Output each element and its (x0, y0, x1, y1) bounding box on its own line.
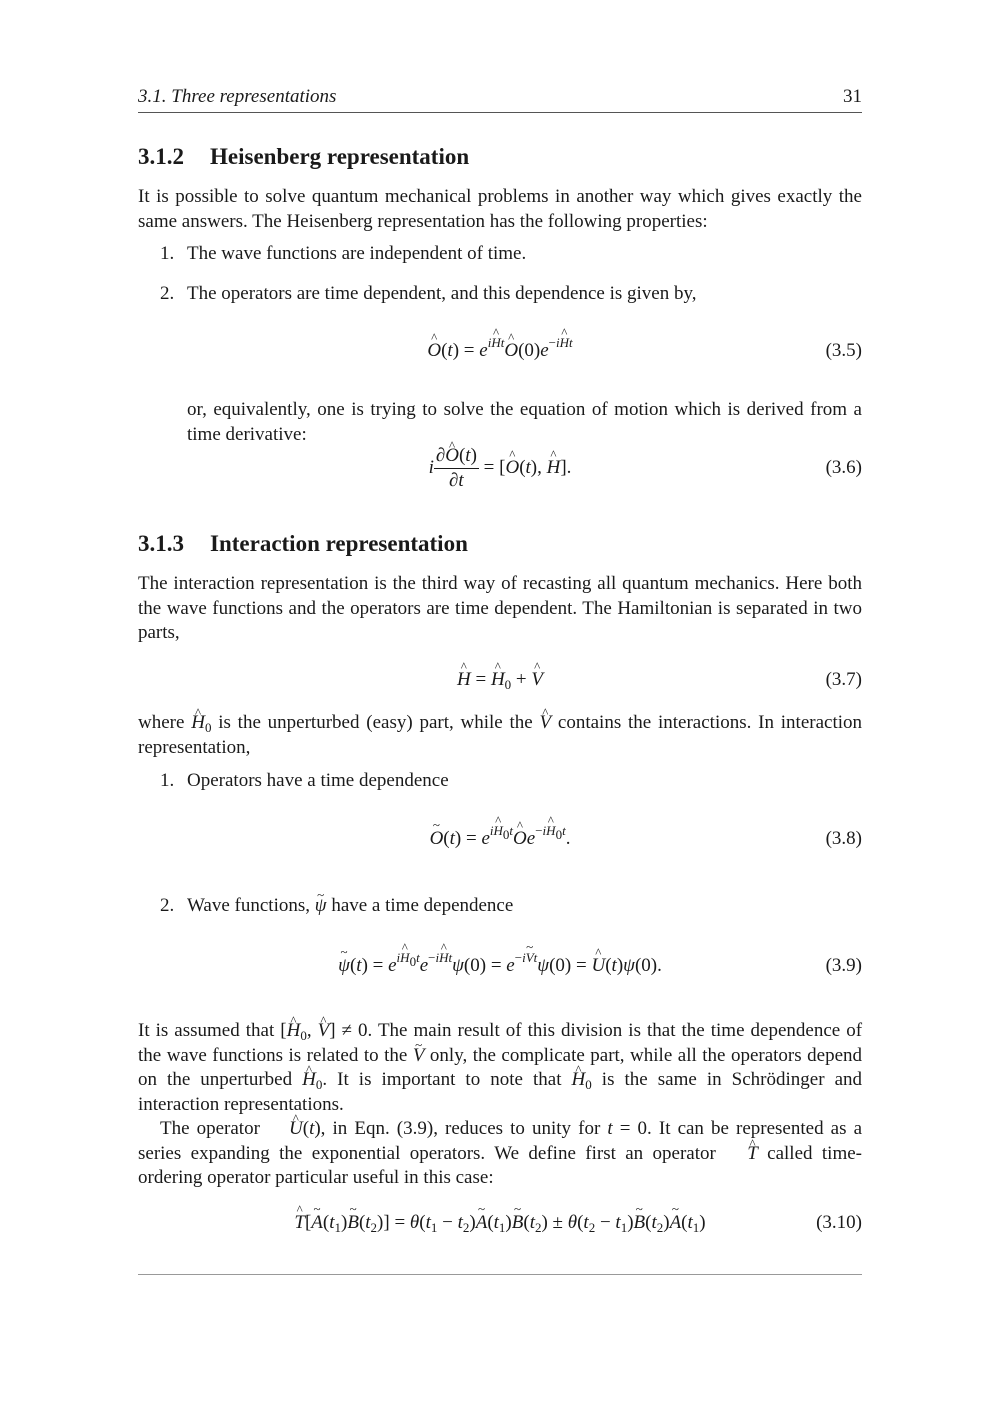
page-number: 31 (843, 86, 862, 107)
list-marker: 1. (160, 770, 175, 791)
equation-body: ψ ~(t) = $e^{iH_0t}e^{-iHt}\psi(0) = e^{-iVt}\psi(0) = U$ ^(t)ψ(0). (138, 955, 862, 977)
equation-body: O ~(t) = $e^{iH_0t}O$ $\^{}e^{-iH_0t}$. (138, 828, 862, 850)
section-title: Heisenberg representation (210, 144, 470, 169)
section-number: 3.1.3 (138, 531, 184, 556)
list-item-text: Wave functions, ψ ~ have a time dependence (187, 895, 513, 916)
equation-3-9 (138, 950, 862, 995)
section-title: Interaction representation (210, 531, 468, 556)
equation-number: (3.7) (825, 669, 862, 690)
running-header (138, 86, 862, 113)
list-item (160, 282, 862, 307)
section-heading-3-1-2 (138, 144, 469, 170)
paragraph-where: where H $\^{}_0$ is the unperturbed (easy) part, while the V ^ contains the interactions. In interaction representation, (138, 711, 862, 760)
paragraph-operator-u: The operator U ^(t), in Eqn. (3.9), reduces to unity for t = 0. It can be represented as a series expanding the exponential operators. We define first an operator T ^ called time-ordering operator particular useful in this case: (138, 1117, 862, 1191)
list-item-text: The operators are time dependent, and this dependence is given by, (187, 283, 697, 304)
equation-body: T ^[A $\sim(t_1)B$ $\sim(t_2)] = \theta(t_1 - t_2)A$ $\sim(t_1)B$ $\sim(t_2) \pm \theta(t_2 - t_1)B$ $\sim(t_2)A$ $\sim(t_1)$ (138, 1212, 862, 1234)
equation-number: (3.5) (825, 340, 862, 361)
section-heading-3-1-3 (138, 531, 468, 557)
paragraph-heisenberg-intro: It is possible to solve quantum mechanical problems in another way which gives exactly the same answers. The Heisenberg representation has the following properties: (138, 186, 862, 232)
equation-number: (3.9) (825, 955, 862, 976)
equation-body: i $\frac{\partial O \^{}(t)}{\partial t}$ = [O ^(t), H ^]. (138, 444, 862, 493)
equation-3-10 (138, 1212, 862, 1252)
list-item (160, 242, 862, 267)
paragraph-assumption: It is assumed that [H $\^{}_0$, V ^] ≠ 0. The main result of this division is that the time dependence of the wave functions is related to the V ~ only, the complicate part, while all the operators depend on the unperturbed H $\^{}_0$. It is important to note that H $\^{}_0$ is the same in Schrödinger and interaction representations. (138, 1019, 862, 1117)
list-marker: 1. (160, 243, 175, 264)
list-item (160, 894, 862, 919)
list-item (160, 769, 862, 794)
list-item-continuation: or, equivalently, one is trying to solve the equation of motion which is derived from a time derivative: (187, 399, 862, 445)
equation-3-8 (138, 823, 862, 868)
bottom-rule (138, 1274, 862, 1275)
list-item-text: Operators have a time dependence (187, 770, 449, 791)
list-marker: 2. (160, 283, 175, 304)
equation-number: (3.10) (816, 1212, 862, 1233)
paragraph-interaction-intro: The interaction representation is the third way of recasting all quantum mechanics. Here both the wave functions and the operators are time dependent. The Hamiltonian is separated in two parts, (138, 573, 862, 643)
equation-3-7 (138, 669, 862, 709)
equation-body: H ^ = H $\^{}_0 + V$ ^ (138, 669, 862, 691)
running-title: 3.1. Three representations (138, 86, 337, 107)
equation-number: (3.8) (825, 828, 862, 849)
page (138, 0, 862, 1415)
equation-number: (3.6) (825, 457, 862, 478)
list-item-text: The wave functions are independent of time. (187, 243, 527, 264)
list-marker: 2. (160, 895, 175, 916)
equation-3-5 (138, 335, 862, 380)
equation-3-6 (138, 444, 862, 496)
equation-body: O ^(t) = $e^{iHt}O$ $\^{}(0)e^{-iHt}$ (138, 340, 862, 362)
section-number: 3.1.2 (138, 144, 184, 169)
